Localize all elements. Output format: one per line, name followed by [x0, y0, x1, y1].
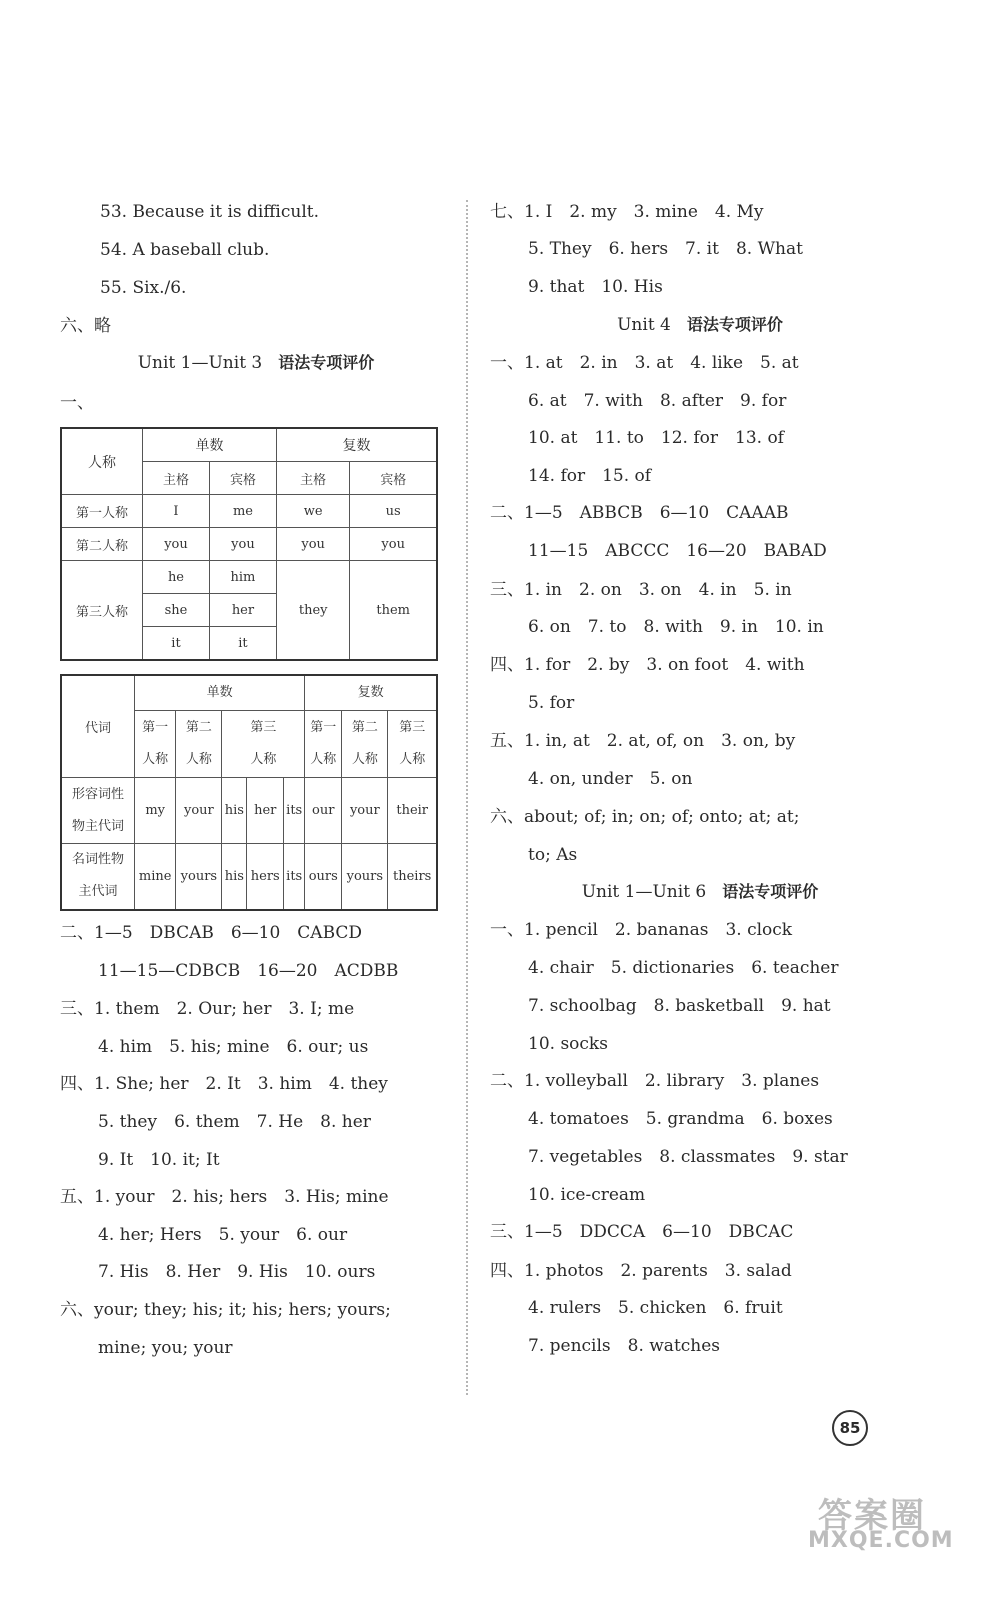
answer-line: 6. on 7. to 8. with 9. in 10. in: [528, 617, 824, 637]
table-cell: us: [350, 495, 437, 528]
table-cell: you: [143, 528, 210, 561]
label-top: 第二: [351, 720, 378, 735]
watermark-url: MXQE.COM: [808, 1528, 954, 1553]
label-bottom: 物主代词: [71, 818, 124, 834]
table-cell: you: [350, 528, 437, 561]
table-cell: hers: [247, 844, 284, 910]
row-label: 第二人称: [61, 528, 143, 561]
label-top: 第三: [399, 720, 426, 735]
column-divider: [466, 200, 468, 1395]
row-label: [61, 844, 135, 910]
row-label: 第一人称: [61, 495, 143, 528]
label-bottom: 人称: [250, 752, 277, 767]
label-bottom: 人称: [310, 752, 337, 767]
answer-line: 4. him 5. his; mine 6. our; us: [98, 1037, 369, 1057]
table-cell: we: [276, 495, 349, 528]
header-object: 宾格: [209, 462, 276, 495]
answer-line: 10. at 11. to 12. for 13. of: [528, 428, 784, 448]
answer-line: 4. on, under 5. on: [528, 769, 693, 789]
table-cell: yours: [342, 844, 388, 910]
unit-title: Unit 1—Unit 3: [137, 353, 263, 373]
table-cell: its: [284, 844, 305, 910]
answer-line: 53. Because it is difficult.: [100, 202, 319, 222]
answer-line: 7. vegetables 8. classmates 9. star: [528, 1147, 848, 1167]
table-cell: ours: [305, 844, 342, 910]
table-cell: you: [276, 528, 349, 561]
header-first-person: [305, 711, 342, 778]
answer-line: 9. It 10. it; It: [98, 1150, 220, 1170]
header-object: 宾格: [350, 462, 437, 495]
answer-line: 五、1. your 2. his; hers 3. His; mine: [60, 1187, 389, 1207]
answer-line: 二、1—5 ABBCB 6—10 CAAAB: [490, 503, 789, 523]
header-third-person: [222, 711, 305, 778]
answer-line: mine; you; your: [98, 1338, 233, 1358]
table-cell: it: [143, 627, 210, 661]
table-cell: theirs: [388, 844, 437, 910]
answer-line: 11—15—CDBCB 16—20 ACDBB: [98, 961, 399, 981]
row-label: 第三人称: [61, 561, 143, 661]
answer-line: 14. for 15. of: [528, 466, 652, 486]
table-cell: her: [209, 594, 276, 627]
row-label: [61, 778, 135, 844]
answer-line: 三、1. in 2. on 3. on 4. in 5. in: [490, 580, 792, 600]
unit-subtitle: 语法专项评价: [686, 315, 783, 334]
answer-line: 一、1. at 2. in 3. at 4. like 5. at: [490, 353, 799, 373]
answer-line: 五、1. in, at 2. at, of, on 3. on, by: [490, 731, 796, 751]
label-top: 第一: [310, 720, 337, 735]
table-cell: mine: [135, 844, 176, 910]
table-row: [61, 495, 437, 528]
label-top: 第三: [250, 720, 277, 735]
answer-line: 六、your; they; his; it; his; hers; yours;: [60, 1300, 391, 1320]
answer-line: 54. A baseball club.: [100, 240, 270, 260]
answer-line: 4. tomatoes 5. grandma 6. boxes: [528, 1109, 833, 1129]
answer-line: 55. Six./6.: [100, 278, 187, 298]
answer-line: 10. socks: [528, 1034, 608, 1054]
answer-line: 二、1—5 DBCAB 6—10 CABCD: [60, 923, 363, 943]
header-third-person: [388, 711, 437, 778]
table-cell: my: [135, 778, 176, 844]
answer-line: 四、1. for 2. by 3. on foot 4. with: [490, 655, 805, 675]
header-person: 人称: [61, 428, 143, 495]
table-cell: they: [276, 561, 349, 661]
answer-line: 二、1. volleyball 2. library 3. planes: [490, 1071, 820, 1091]
answer-line: 7. schoolbag 8. basketball 9. hat: [528, 996, 831, 1016]
answer-line: 5. they 6. them 7. He 8. her: [98, 1112, 371, 1132]
table-cell: she: [143, 594, 210, 627]
table-cell: their: [388, 778, 437, 844]
header-singular: 单数: [143, 428, 277, 462]
label-bottom: 主代词: [78, 884, 118, 900]
table-cell: him: [209, 561, 276, 594]
watermark-text: 答案圈: [818, 1496, 926, 1536]
label-top: 名词性物: [71, 852, 124, 868]
unit-heading: [60, 352, 452, 374]
answer-line: 9. that 10. His: [528, 277, 663, 297]
table-cell: I: [143, 495, 210, 528]
possessive-pronoun-table: [60, 674, 438, 911]
header-first-person: [135, 711, 176, 778]
table-cell: its: [284, 778, 305, 844]
label-bottom: 人称: [142, 752, 169, 767]
answer-line: 六、about; of; in; on; of; onto; at; at;: [490, 807, 800, 827]
answer-line: 5. They 6. hers 7. it 8. What: [528, 239, 803, 259]
table-row: [61, 528, 437, 561]
answer-line: 7. His 8. Her 9. His 10. ours: [98, 1262, 376, 1282]
table-cell: his: [222, 844, 247, 910]
label-bottom: 人称: [185, 752, 212, 767]
unit-subtitle: 语法专项评价: [278, 353, 375, 372]
unit-subtitle: 语法专项评价: [722, 882, 819, 901]
answer-line: 5. for: [528, 693, 575, 713]
answer-line: 四、1. photos 2. parents 3. salad: [490, 1261, 792, 1281]
header-subject: 主格: [143, 462, 210, 495]
table-row: [61, 561, 437, 594]
label-top: 形容词性: [71, 786, 124, 802]
table-cell: you: [209, 528, 276, 561]
header-subject: 主格: [276, 462, 349, 495]
table-cell: your: [342, 778, 388, 844]
answer-line: 三、1. them 2. Our; her 3. I; me: [60, 999, 355, 1019]
header-pronoun: 代词: [61, 675, 135, 778]
page-number-badge: 85: [832, 1410, 868, 1446]
answer-line: 10. ice-cream: [528, 1185, 646, 1205]
label-top: 第二: [185, 720, 212, 735]
section-heading: 六、略: [60, 316, 111, 336]
table-cell: your: [176, 778, 222, 844]
table-row: [61, 844, 437, 910]
answer-line: 6. at 7. with 8. after 9. for: [528, 391, 787, 411]
part-label: 一、: [60, 393, 94, 413]
answer-line: 七、1. I 2. my 3. mine 4. My: [490, 202, 764, 222]
answer-line: 11—15 ABCCC 16—20 BABAD: [528, 541, 827, 561]
header-second-person: [176, 711, 222, 778]
watermark-logo: [808, 1488, 978, 1558]
header-plural: 复数: [276, 428, 437, 462]
label-bottom: 人称: [351, 752, 378, 767]
unit-heading: [490, 314, 910, 336]
header-plural: 复数: [305, 675, 437, 711]
table-cell: yours: [176, 844, 222, 910]
personal-pronoun-table: [60, 427, 438, 661]
answer-line: 三、1—5 DDCCA 6—10 DBCAC: [490, 1222, 794, 1242]
label-bottom: 人称: [399, 752, 426, 767]
label-top: 第一: [142, 720, 169, 735]
answer-line: 一、1. pencil 2. bananas 3. clock: [490, 920, 793, 940]
answer-line: 4. rulers 5. chicken 6. fruit: [528, 1298, 783, 1318]
answer-line: 四、1. She; her 2. It 3. him 4. they: [60, 1074, 388, 1094]
answer-line: 4. her; Hers 5. your 6. our: [98, 1225, 348, 1245]
table-cell: them: [350, 561, 437, 661]
table-cell: me: [209, 495, 276, 528]
unit-heading: [490, 881, 910, 903]
table-row: [61, 778, 437, 844]
table-cell: her: [247, 778, 284, 844]
table-cell: his: [222, 778, 247, 844]
answer-line: to; As: [528, 845, 578, 865]
table-cell: he: [143, 561, 210, 594]
unit-title: Unit 1—Unit 6: [581, 882, 707, 902]
unit-title: Unit 4: [617, 315, 671, 335]
table-cell: our: [305, 778, 342, 844]
table-cell: it: [209, 627, 276, 661]
header-singular: 单数: [135, 675, 305, 711]
header-second-person: [342, 711, 388, 778]
answer-line: 7. pencils 8. watches: [528, 1336, 721, 1356]
answer-line: 4. chair 5. dictionaries 6. teacher: [528, 958, 839, 978]
